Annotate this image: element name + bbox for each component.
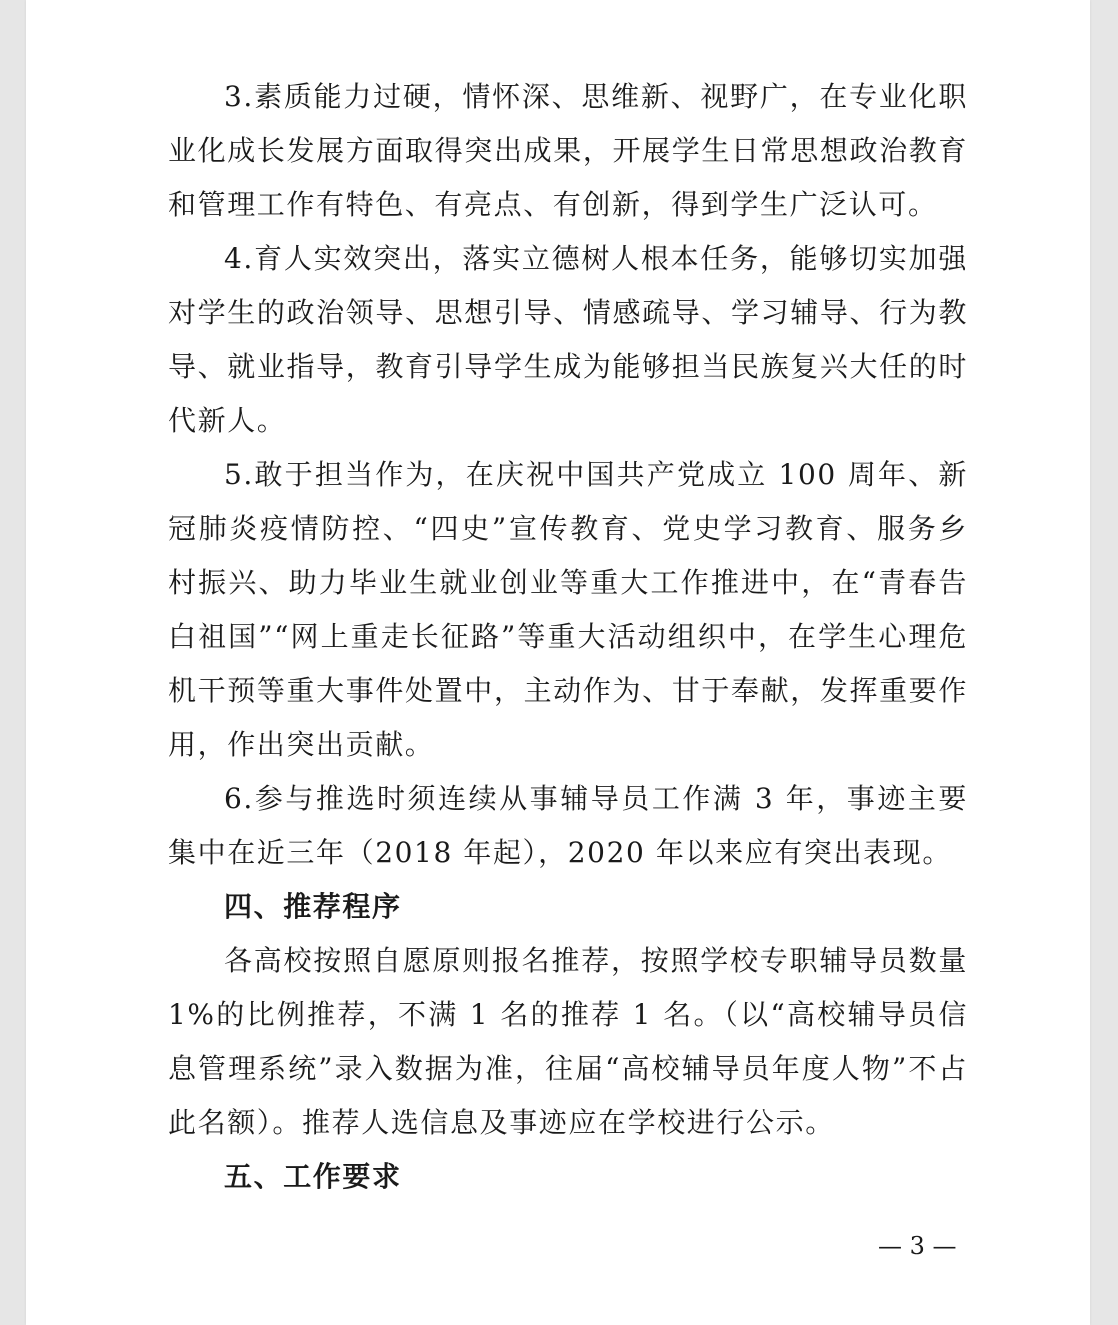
section-heading-work-requirements: 五、工作要求 bbox=[224, 1160, 402, 1193]
paragraph-criterion-4: 4.育人实效突出，落实立德树人根本任务，能够切实加强对学生的政治领导、思想引导、情感疏导、学习辅导、行为教导、就业指导，教育引导学生成为能够担当民族复兴大任的时代新人。 bbox=[168, 242, 968, 437]
document-body bbox=[168, 70, 968, 1204]
page-number: — 3 — bbox=[878, 1232, 957, 1260]
paragraph-criterion-3: 3.素质能力过硬，情怀深、思维新、视野广，在专业化职业化成长发展方面取得突出成果，开展学生日常思想政治教育和管理工作有特色、有亮点、有创新，得到学生广泛认可。 bbox=[168, 80, 968, 221]
paragraph-criterion-5: 5.敢于担当作为，在庆祝中国共产党成立 100 周年、新冠肺炎疫情防控、“四史”宣传教育、党史学习教育、服务乡村振兴、助力毕业生就业创业等重大工作推进中，在“青春告白祖国”“网上重走长征路”等重大活动组织中，在学生心理危机干预等重大事件处置中，主动作为、甘于奉献，发挥重要作用，作出突出贡献。 bbox=[168, 458, 968, 761]
paragraph-recommendation-procedure: 各高校按照自愿原则报名推荐，按照学校专职辅导员数量1%的比例推荐，不满 1 名的推荐 1 名。（以“高校辅导员信息管理系统”录入数据为准，往届“高校辅导员年度人物”不占此名额）。推荐人选信息及事迹应在学校进行公示。 bbox=[168, 944, 968, 1139]
paragraph-criterion-6: 6.参与推选时须连续从事辅导员工作满 3 年，事迹主要集中在近三年（2018 年起），2020 年以来应有突出表现。 bbox=[168, 782, 968, 869]
document-page bbox=[26, 0, 1090, 1325]
section-heading-recommendation-procedure: 四、推荐程序 bbox=[224, 890, 402, 923]
